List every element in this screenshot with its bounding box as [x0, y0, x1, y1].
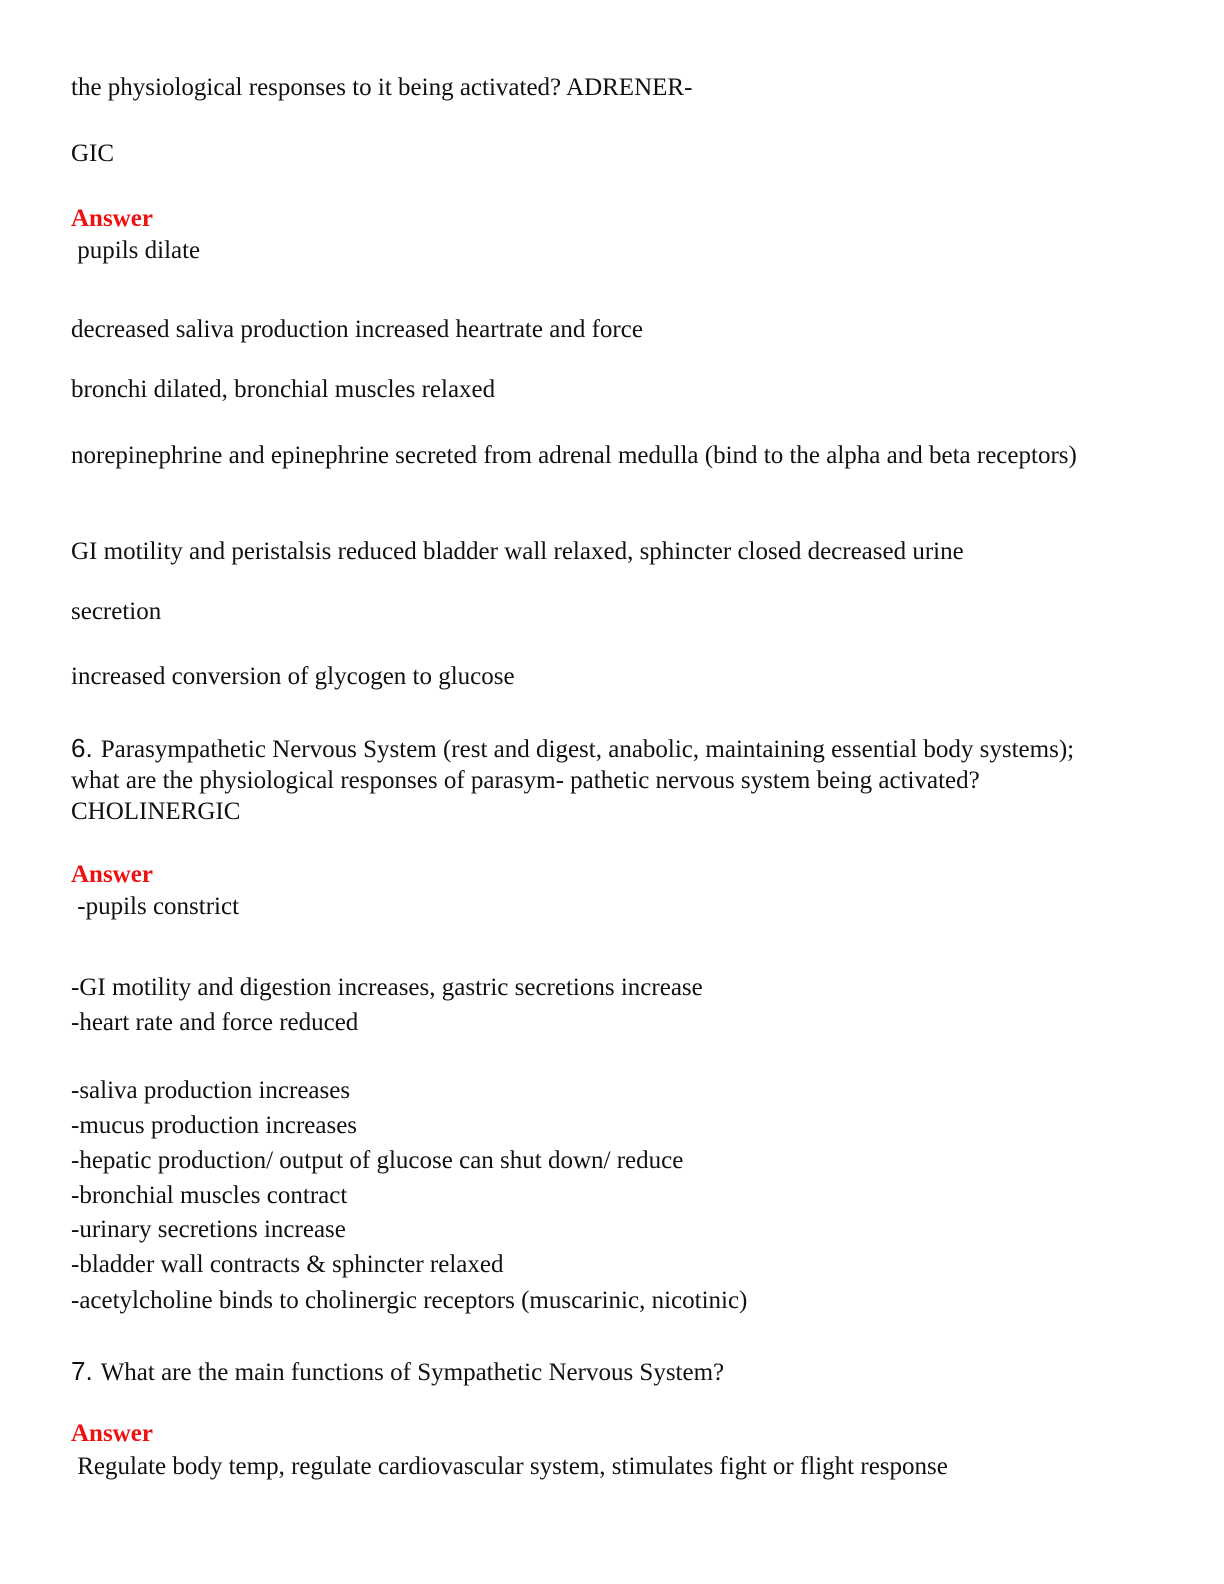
- answer-label-q7: Answer: [71, 1420, 153, 1447]
- q6-answer-line: -bronchial muscles contract: [71, 1182, 348, 1209]
- q7-answer-line: Regulate body temp, regulate cardiovascular system, stimulates fight or flight response: [71, 1453, 948, 1480]
- q6-answer-line: -bladder wall contracts & sphincter relaxed: [71, 1251, 504, 1278]
- q5-answer-line: decreased saliva production increased heartrate and force: [71, 316, 643, 343]
- answer-label-q5: Answer: [71, 205, 153, 232]
- q6-answer-line: -heart rate and force reduced: [71, 1009, 359, 1036]
- q6-answer-line: -pupils constrict: [71, 893, 240, 920]
- q6-answer-line: -saliva production increases: [71, 1077, 351, 1104]
- question-number: 7.: [71, 1356, 93, 1386]
- q5-answer-line: norepinephrine and epinephrine secreted from adrenal medulla (bind to the alpha and beta receptors): [71, 442, 1077, 469]
- question-continuation-line-2: GIC: [71, 140, 115, 167]
- q6-answer-line: -urinary secretions increase: [71, 1216, 346, 1243]
- question-number: 6.: [71, 733, 93, 763]
- question-text: What are the main functions of Sympathetic Nervous System?: [100, 1359, 725, 1386]
- q6-answer-line: -acetylcholine binds to cholinergic receptors (muscarinic, nicotinic): [71, 1287, 748, 1314]
- question-text: Parasympathetic Nervous System (rest and digest, anabolic, maintaining essential body systems); what are the physiological responses of parasym- pathetic nervous system being activated? CHOLINERGIC: [71, 736, 1075, 825]
- q5-answer-line: GI motility and peristalsis reduced bladder wall relaxed, sphincter closed decreased urine: [71, 538, 964, 565]
- q5-answer-line: increased conversion of glycogen to glucose: [71, 663, 515, 690]
- q6-answer-line: -mucus production increases: [71, 1112, 358, 1139]
- q6-answer-line: -hepatic production/ output of glucose can shut down/ reduce: [71, 1147, 684, 1174]
- answer-label-q6: Answer: [71, 861, 153, 888]
- question-continuation-line-1: the physiological responses to it being activated? ADRENER-: [71, 74, 693, 101]
- question-6: [71, 733, 1091, 827]
- question-7: [71, 1356, 724, 1388]
- q5-answer-line: pupils dilate: [71, 237, 201, 264]
- q5-answer-line: bronchi dilated, bronchial muscles relaxed: [71, 376, 496, 403]
- q6-answer-line: -GI motility and digestion increases, gastric secretions increase: [71, 974, 703, 1001]
- q5-answer-line: secretion: [71, 598, 162, 625]
